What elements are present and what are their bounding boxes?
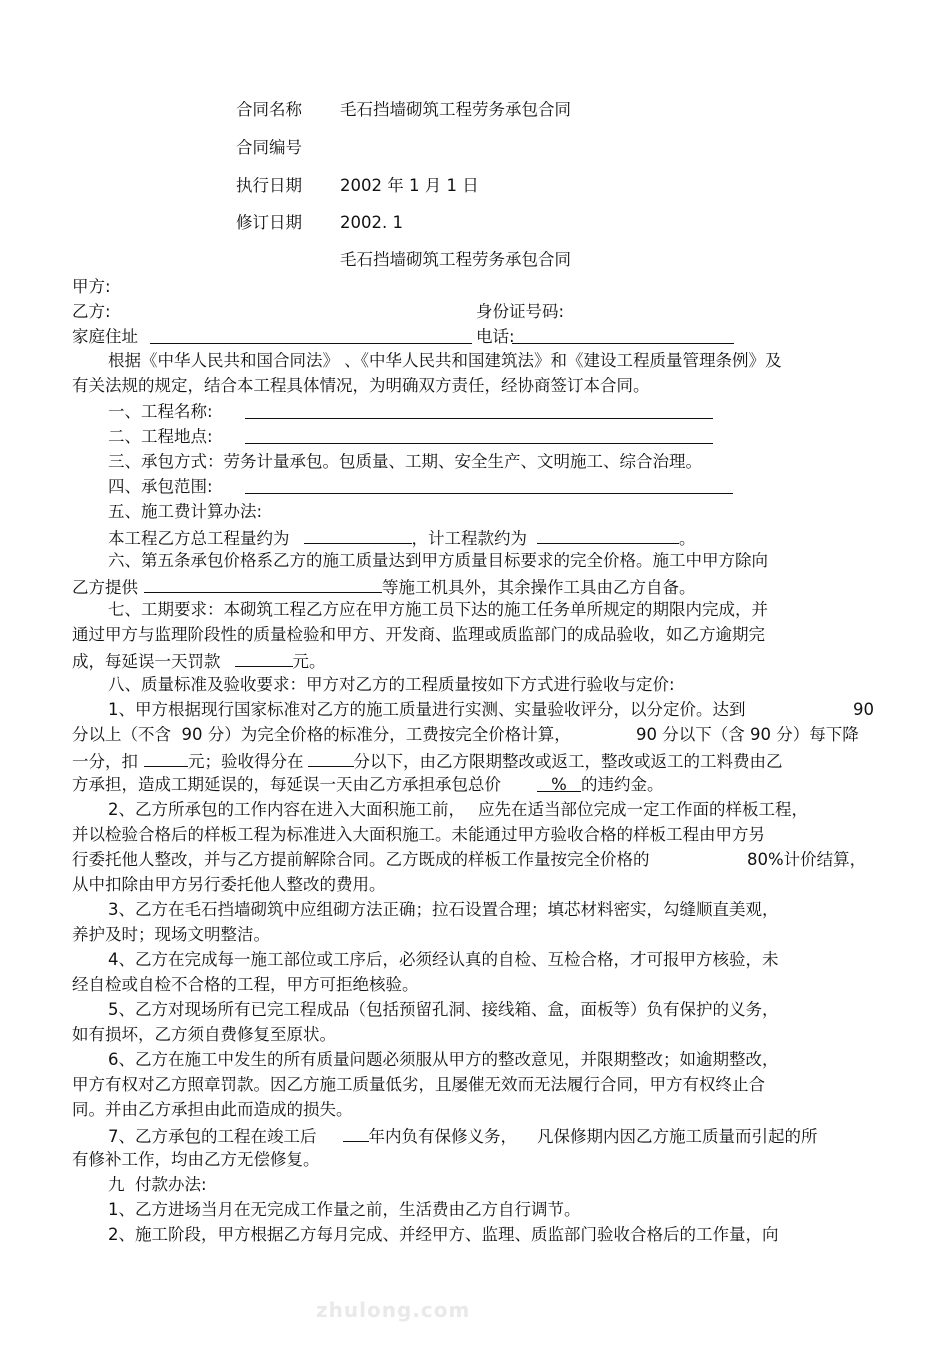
quality-2-line-3a: 行委托他人整改，并与乙方提前解除合同。乙方既成的样板工作量按完全价格的 [72, 850, 650, 869]
deduction-blank [144, 748, 188, 767]
section-7-line-3 [72, 648, 326, 674]
quality-2-line-4: 从中扣除由甲方另行委托他人整改的费用。 [72, 875, 386, 894]
phone-label: 电话: [476, 327, 515, 346]
contract-no-label: 合同编号 [236, 138, 302, 157]
revision-date-value: 2002. 1 [340, 213, 403, 232]
quality-6-line-2: 甲方有权对乙方照章罚款。因乙方施工质量低劣，且屡催无效而无法履行合同，甲方有权终止合 [72, 1075, 765, 1094]
quality-2-line-1b: 应先在适当部位完成一定工作面的样板工程， [478, 800, 808, 819]
quality-7-text-b: 年内负有保修义务， [368, 1127, 517, 1146]
quality-4-line-1: 4、乙方在完成每一施工部位或工序后，必须经认真的自检、互检合格，才可报甲方核验，未 [108, 950, 779, 969]
fee-amount-blank [537, 525, 679, 544]
section-6-text-b: 等施工机具外，其余操作工具由乙方自备。 [382, 578, 696, 597]
quality-3-line-2: 养护及时；现场文明整洁。 [72, 925, 270, 944]
address-blank [150, 325, 472, 344]
fee-amount-text: ，计工程款约为 [411, 529, 527, 548]
contract-name-label: 合同名称 [236, 100, 302, 119]
section-7-line-1: 七、工期要求：本砌筑工程乙方应在甲方施工员下达的施工任务单所规定的期限内完成，并 [108, 600, 768, 619]
fee-quantity-blank [304, 525, 412, 544]
revision-date-label: 修订日期 [236, 213, 302, 232]
quality-2-line-3b: 80%计价结算， [747, 850, 867, 869]
quality-6-line-3: 同。并由乙方承担由此而造成的损失。 [72, 1100, 353, 1119]
section-6-text-a: 乙方提供 [72, 578, 138, 597]
quality-6-line-1: 6、乙方在施工中发生的所有质量问题必须服从甲方的整改意见，并限期整改；如逾期整改， [108, 1050, 779, 1069]
contract-name-value: 毛石挡墙砌筑工程劳务承包合同 [340, 100, 571, 119]
address-label: 家庭住址 [72, 327, 138, 346]
id-number-label: 身份证号码: [476, 302, 565, 321]
tools-blank [144, 574, 382, 593]
section-6-line-1: 六、第五条承包价格系乙方的施工质量达到甲方质量目标要求的完全价格。施工中甲方除向 [108, 551, 768, 570]
section-6-line-2 [72, 574, 696, 600]
quality-5-line-1: 5、乙方对现场所有已完工程成品（包括预留孔洞、接线箱、盒，面板等）负有保护的义务， [108, 1000, 779, 1019]
warranty-years-blank [343, 1123, 369, 1142]
penalty-percent: % [537, 773, 581, 792]
fee-end: 。 [679, 529, 696, 548]
exec-date-value: 2002 年 1 月 1 日 [340, 176, 479, 195]
intro-line-1: 根据《中华人民共和国合同法》 、《中华人民共和国建筑法》和《建设工程质量管理条例》及 [108, 351, 782, 370]
quality-5-line-2: 如有损坏，乙方须自费修复至原状。 [72, 1025, 336, 1044]
party-b-label: 乙方: [72, 302, 111, 321]
quality-1-line-2b: 90 分以下（含 90 分）每下降 [636, 725, 859, 744]
quality-1-text-a: 一分，扣 [72, 752, 138, 771]
fee-quantity-text: 本工程乙方总工程量约为 [108, 529, 290, 548]
min-score-blank [308, 748, 354, 767]
fee-method-heading: 五、施工费计算办法: [108, 502, 263, 521]
exec-date-label: 执行日期 [236, 176, 302, 195]
document-title: 毛石挡墙砌筑工程劳务承包合同 [340, 250, 571, 269]
quality-1-line-4 [72, 773, 664, 797]
payment-heading: 九 付款办法: [108, 1175, 207, 1194]
section-7-text-a: 成，每延误一天罚款 [72, 652, 221, 671]
party-a-label: 甲方: [72, 277, 111, 296]
scope-label: 四、承包范围: [108, 477, 213, 496]
quality-7-text-c: 凡保修期内因乙方施工质量而引起的所 [537, 1127, 818, 1146]
quality-2-line-2: 并以检验合格后的样板工程为标准进入大面积施工。未能通过甲方验收合格的样板工程由甲方另 [72, 825, 765, 844]
quality-1-text-c: 分以下，由乙方限期整改或返工，整改或返工的工料费由乙 [353, 752, 783, 771]
payment-item-2: 2、施工阶段，甲方根据乙方每月完成、并经甲方、监理、质监部门验收合格后的工作量，向 [108, 1225, 779, 1244]
payment-item-1: 1、乙方进场当月在无完成工作量之前，生活费由乙方自行调节。 [108, 1200, 581, 1219]
scope-blank [245, 475, 733, 494]
quality-7-line-1 [108, 1123, 818, 1149]
section-7-text-b: 元。 [292, 652, 326, 671]
quality-1-line-3 [72, 748, 783, 774]
project-name-label: 一、工程名称: [108, 402, 213, 421]
project-location-label: 二、工程地点: [108, 427, 213, 446]
contract-mode: 三、承包方式：劳务计量承包。包质量、工期、安全生产、文明施工、综合治理。 [108, 452, 702, 471]
section-8-heading: 八、质量标准及验收要求：甲方对乙方的工程质量按如下方式进行验收与定价: [108, 675, 675, 694]
quality-1-text-b: 元；验收得分在 [188, 752, 304, 771]
quality-4-line-2: 经自检或自检不合格的工程，甲方可拒绝核验。 [72, 975, 419, 994]
watermark: zhulong.com [316, 1298, 471, 1322]
intro-line-2: 有关法规的规定，结合本工程具体情况，为明确双方责任，经协商签订本合同。 [72, 376, 650, 395]
quality-7-text-a: 7、乙方承包的工程在竣工后 [108, 1127, 317, 1146]
quality-1-text-d: 方承担，造成工期延误的，每延误一天由乙方承担承包总价 [72, 775, 501, 794]
penalty-blank [235, 648, 293, 667]
quality-1-text-e: 的违约金。 [581, 775, 664, 794]
quality-3-line-1: 3、乙方在毛石挡墙砌筑中应组砌方法正确；拉石设置合理；填芯材料密实，勾缝顺直美观， [108, 900, 779, 919]
phone-blank [512, 325, 734, 344]
section-7-line-2: 通过甲方与监理阶段性的质量检验和甲方、开发商、监理或质监部门的成品验收，如乙方逾期完 [72, 625, 765, 644]
fee-line [108, 525, 696, 551]
quality-7-line-2: 有修补工作，均由乙方无偿修复。 [72, 1150, 320, 1169]
quality-1-score: 90 [853, 700, 874, 719]
quality-2-line-1a: 2、乙方所承包的工作内容在进入大面积施工前， [108, 800, 465, 819]
project-location-blank [245, 425, 713, 444]
quality-1-line-1: 1、甲方根据现行国家标准对乙方的施工质量进行实测、实量验收评分，以分定价。达到 [108, 700, 746, 719]
quality-1-line-2a: 分以上（不含 90 分）为完全价格的标准分，工费按完全价格计算， [72, 725, 571, 744]
project-name-blank [245, 400, 713, 419]
